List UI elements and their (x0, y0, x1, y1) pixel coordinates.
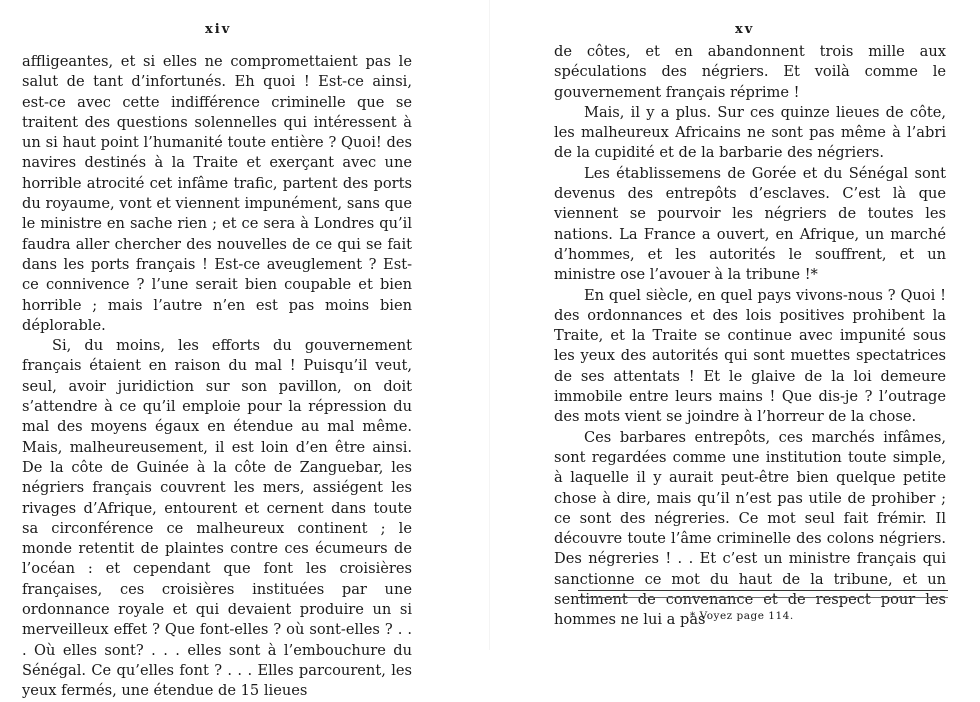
footnote: * Voyez page 114. (690, 610, 794, 622)
page-number: xiv (205, 22, 232, 37)
paragraph: Ces barbares entrepôts, ces marchés infâmes, sont regardées comme une institution toute simple, à laquelle il y aurait peut-être bien quelque petite chose à dire, mais qu’il n’est pas utile de prohiber ; ce sont des négreries. Ce mot seul fait frémir. Il découvre toute l’âme criminelle des colons négriers. Des négreries ! . . Et c’est un ministre français qui sanctionne ce mot du haut de la tribune, et un sentiment de convenance et de respect pour les hommes ne lui a pas (554, 428, 946, 629)
paragraph: affligeantes, et si elles ne compromettaient pas le salut de tant d’infortunés. Eh quoi ! Est-ce ainsi, est-ce avec cette indifférence criminelle que se traitent des questions solennelles qui intéressent à un si haut point l’humanité toute entière ? Quoi! des navires destinés à la Traite et exerçant avec une horrible atrocité cet infâme trafic, partent des ports du royaume, vont et viennent impunément, sans que le ministre en sache rien ; et ce sera à Londres qu’il faudra aller chercher des nouvelles de ce qui se fait dans les ports français ! Est-ce aveuglement ? Est-ce connivence ? l’une serait bien coupable et bien horrible ; mais l’autre n’en est pas moins bien déplorable. (22, 53, 412, 334)
paragraph: Les établissemens de Gorée et du Sénégal sont devenus des entrepôts d’esclaves. C’est là que viennent se pourvoir les négriers de toutes les nations. La France a ouvert, en Afrique, un marché d’hommes, et les autorités le souffrent, et un ministre ose l’avouer à la tribune !* (554, 164, 946, 284)
left-page (0, 0, 490, 700)
paragraph: Si, du moins, les efforts du gouvernement français étaient en raison du mal ! Puisqu’il veut, seul, avoir juridiction sur son pavillon, on doit s’attendre à ce qu’il emploie pour la répression du mal des moyens égaux en étendue au mal même. Mais, malheureusement, il est loin d’en être ainsi. De la côte de Guinée à la côte de Zanguebar, les négriers français couvrent les mers, assiégent les rivages d’Afrique, entourent et cernent dans toute sa circonférence ce malheureux continent ; le monde retentit de plaintes contre ces écumeurs de l’océan : et cependant que font les croisières françaises, ces croisières instituées par une ordonnance royale et qui devaient produire un si merveilleux effet ? Que font-elles ? où sont-elles ? . . . Où elles sont? . . . elles sont à l’embouchure du Sénégal. Ce qu’elles font ? . . . Elles parcourent, les yeux fermés, une étendue de 15 lieues (22, 337, 412, 700)
paragraph: de côtes, et en abandonnent trois mille aux spéculations des négriers. Et voilà comme le gouvernement français réprime ! (554, 43, 946, 101)
page-text (554, 42, 946, 631)
right-page (490, 0, 980, 650)
paragraph: En quel siècle, en quel pays vivons-nous ? Quoi ! des ordonnances et des lois positives prohibent la Traite, et la Traite se continue avec impunité sous les yeux des autorités qui sont muettes spectatrices de ses attentats ! Et le glaive de la loi demeure immobile entre leurs mains ! Que dis-je ? l’outrage des mots vient se joindre à l’horreur de la chose. (554, 286, 946, 426)
paragraph: Mais, il y a plus. Sur ces quinze lieues de côte, les malheureux Africains ne sont pas même à l’abri de la cupidité et de la barbarie des négriers. (554, 103, 946, 162)
footnote-rule (578, 597, 948, 598)
footnote-rule (578, 590, 948, 591)
page-text (22, 52, 412, 702)
page-number: xv (735, 22, 755, 37)
